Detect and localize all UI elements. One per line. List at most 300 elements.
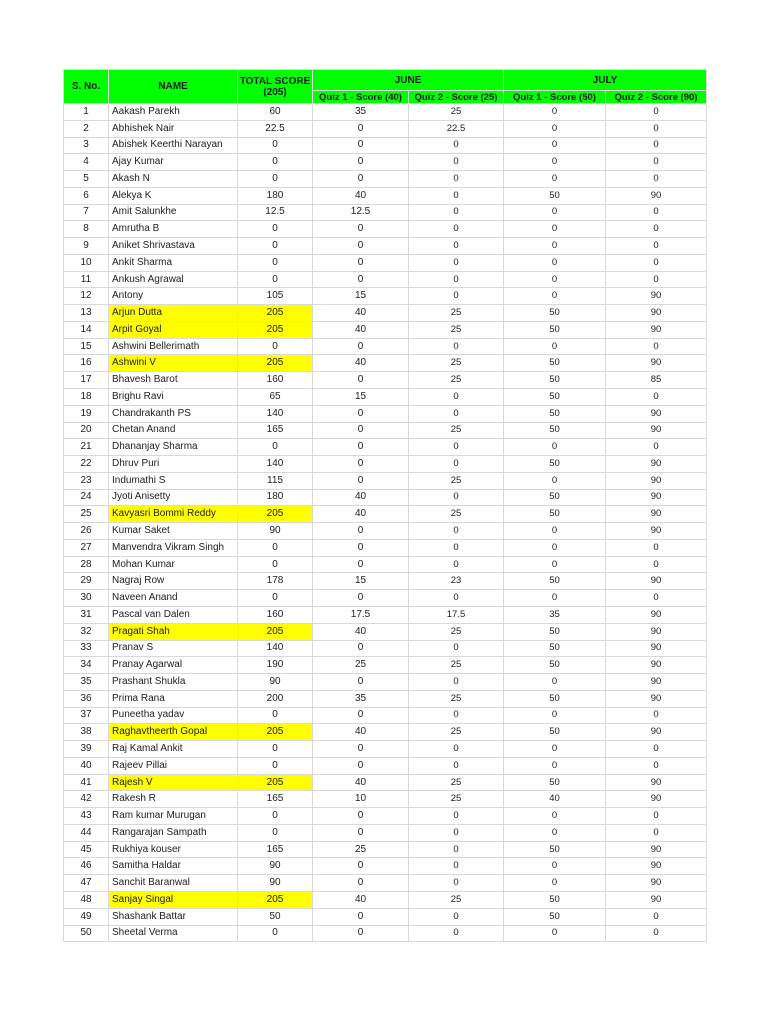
cell-total-score: 205 [238,355,313,372]
cell-july-quiz2: 90 [606,355,707,372]
table-row [64,791,707,808]
table-row [64,523,707,540]
header-total-score: TOTAL SCORE (205) [238,70,313,104]
cell-july-quiz1: 0 [504,757,606,774]
cell-name: Naveen Anand [109,590,238,607]
cell-july-quiz1: 50 [504,573,606,590]
cell-june-quiz2: 0 [409,523,504,540]
table-row [64,204,707,221]
cell-sno: 8 [64,221,109,238]
cell-june-quiz2: 0 [409,824,504,841]
table-row [64,221,707,238]
table-row [64,104,707,121]
cell-name: Brighu Ravi [109,389,238,406]
table-row [64,372,707,389]
table-row [64,606,707,623]
cell-june-quiz1: 0 [313,590,409,607]
header-july-quiz1: Quiz 1 - Score (50) [504,91,606,104]
cell-total-score: 160 [238,372,313,389]
cell-sno: 27 [64,539,109,556]
cell-july-quiz2: 90 [606,875,707,892]
table-row [64,707,707,724]
cell-sno: 46 [64,858,109,875]
cell-july-quiz2: 0 [606,154,707,171]
table-row [64,271,707,288]
cell-name: Ankit Sharma [109,254,238,271]
cell-july-quiz2: 90 [606,674,707,691]
cell-june-quiz1: 40 [313,187,409,204]
cell-june-quiz1: 0 [313,154,409,171]
cell-total-score: 180 [238,187,313,204]
table-row [64,506,707,523]
cell-total-score: 0 [238,254,313,271]
cell-total-score: 50 [238,908,313,925]
cell-sno: 37 [64,707,109,724]
cell-june-quiz1: 0 [313,875,409,892]
cell-total-score: 205 [238,774,313,791]
cell-sno: 17 [64,372,109,389]
cell-sno: 30 [64,590,109,607]
cell-july-quiz1: 0 [504,154,606,171]
cell-total-score: 0 [238,154,313,171]
cell-june-quiz2: 25 [409,891,504,908]
table-row [64,422,707,439]
cell-july-quiz2: 90 [606,690,707,707]
cell-name: Amrutha B [109,221,238,238]
table-row [64,305,707,322]
cell-june-quiz2: 0 [409,556,504,573]
cell-total-score: 22.5 [238,120,313,137]
cell-name: Amit Salunkhe [109,204,238,221]
cell-total-score: 165 [238,422,313,439]
cell-june-quiz2: 25 [409,472,504,489]
cell-sno: 16 [64,355,109,372]
cell-july-quiz2: 90 [606,321,707,338]
table-row [64,405,707,422]
header-june: JUNE [313,70,504,91]
cell-sno: 48 [64,891,109,908]
table-row [64,640,707,657]
cell-june-quiz2: 25 [409,623,504,640]
cell-june-quiz1: 0 [313,824,409,841]
cell-july-quiz1: 50 [504,640,606,657]
cell-total-score: 0 [238,590,313,607]
cell-name: Pascal van Dalen [109,606,238,623]
cell-july-quiz2: 90 [606,422,707,439]
cell-july-quiz1: 35 [504,606,606,623]
cell-june-quiz2: 0 [409,271,504,288]
cell-name: Pranav S [109,640,238,657]
table-row [64,539,707,556]
cell-july-quiz2: 90 [606,472,707,489]
cell-sno: 28 [64,556,109,573]
cell-july-quiz1: 0 [504,590,606,607]
cell-june-quiz2: 25 [409,372,504,389]
cell-june-quiz1: 25 [313,841,409,858]
cell-sno: 2 [64,120,109,137]
header-june-quiz1: Quiz 1 - Score (40) [313,91,409,104]
cell-sno: 11 [64,271,109,288]
cell-june-quiz1: 10 [313,791,409,808]
cell-sno: 10 [64,254,109,271]
cell-sno: 22 [64,456,109,473]
cell-sno: 7 [64,204,109,221]
cell-july-quiz1: 40 [504,791,606,808]
cell-total-score: 0 [238,741,313,758]
cell-june-quiz2: 0 [409,288,504,305]
cell-total-score: 90 [238,858,313,875]
cell-july-quiz1: 0 [504,254,606,271]
cell-june-quiz2: 17.5 [409,606,504,623]
cell-sno: 20 [64,422,109,439]
cell-june-quiz2: 0 [409,489,504,506]
cell-name: Manvendra Vikram Singh [109,539,238,556]
table-row [64,590,707,607]
cell-june-quiz2: 25 [409,506,504,523]
cell-name: Rajesh V [109,774,238,791]
table-row [64,741,707,758]
cell-name: Chandrakanth PS [109,405,238,422]
cell-name: Pranay Agarwal [109,657,238,674]
cell-july-quiz1: 50 [504,774,606,791]
cell-july-quiz1: 0 [504,539,606,556]
cell-name: Ankush Agrawal [109,271,238,288]
table-row [64,288,707,305]
cell-june-quiz1: 0 [313,238,409,255]
cell-july-quiz2: 0 [606,590,707,607]
cell-june-quiz1: 0 [313,137,409,154]
cell-sno: 40 [64,757,109,774]
cell-total-score: 140 [238,405,313,422]
cell-june-quiz1: 0 [313,707,409,724]
cell-name: Akash N [109,171,238,188]
cell-total-score: 115 [238,472,313,489]
cell-name: Dhananjay Sharma [109,439,238,456]
cell-june-quiz1: 0 [313,640,409,657]
cell-sno: 38 [64,724,109,741]
cell-sno: 1 [64,104,109,121]
cell-total-score: 140 [238,456,313,473]
cell-july-quiz2: 90 [606,640,707,657]
cell-july-quiz1: 50 [504,355,606,372]
score-table [63,69,707,942]
table-row [64,238,707,255]
cell-sno: 41 [64,774,109,791]
cell-june-quiz2: 0 [409,875,504,892]
cell-june-quiz2: 0 [409,841,504,858]
cell-july-quiz1: 0 [504,238,606,255]
cell-june-quiz1: 0 [313,372,409,389]
cell-july-quiz2: 0 [606,137,707,154]
cell-june-quiz1: 40 [313,774,409,791]
cell-july-quiz2: 0 [606,908,707,925]
cell-june-quiz2: 0 [409,456,504,473]
cell-sno: 18 [64,389,109,406]
cell-july-quiz2: 0 [606,271,707,288]
cell-july-quiz1: 0 [504,824,606,841]
table-row [64,556,707,573]
cell-sno: 24 [64,489,109,506]
cell-june-quiz2: 22.5 [409,120,504,137]
cell-june-quiz2: 0 [409,858,504,875]
cell-june-quiz2: 0 [409,925,504,942]
cell-name: Jyoti Anisetty [109,489,238,506]
cell-july-quiz1: 50 [504,506,606,523]
cell-total-score: 0 [238,707,313,724]
cell-july-quiz2: 0 [606,439,707,456]
cell-name: Sanjay Singal [109,891,238,908]
cell-june-quiz2: 0 [409,137,504,154]
cell-july-quiz1: 50 [504,305,606,322]
cell-july-quiz2: 0 [606,757,707,774]
cell-july-quiz2: 90 [606,791,707,808]
cell-july-quiz2: 90 [606,523,707,540]
cell-june-quiz1: 0 [313,472,409,489]
table-row [64,690,707,707]
cell-june-quiz2: 0 [409,204,504,221]
cell-july-quiz1: 50 [504,372,606,389]
cell-july-quiz1: 0 [504,674,606,691]
cell-june-quiz2: 25 [409,657,504,674]
table-row [64,908,707,925]
cell-sno: 43 [64,808,109,825]
cell-july-quiz2: 0 [606,741,707,758]
cell-june-quiz1: 40 [313,623,409,640]
cell-june-quiz2: 0 [409,757,504,774]
cell-june-quiz2: 25 [409,355,504,372]
cell-sno: 50 [64,925,109,942]
cell-total-score: 0 [238,539,313,556]
cell-june-quiz1: 0 [313,741,409,758]
cell-sno: 21 [64,439,109,456]
cell-name: Ashwini V [109,355,238,372]
cell-name: Arpit Goyal [109,321,238,338]
cell-july-quiz1: 50 [504,724,606,741]
cell-july-quiz1: 0 [504,523,606,540]
cell-july-quiz2: 90 [606,187,707,204]
cell-june-quiz1: 0 [313,439,409,456]
cell-june-quiz2: 0 [409,154,504,171]
cell-sno: 34 [64,657,109,674]
table-body [64,104,707,942]
cell-july-quiz2: 0 [606,171,707,188]
cell-sno: 47 [64,875,109,892]
cell-july-quiz1: 0 [504,171,606,188]
cell-july-quiz2: 0 [606,556,707,573]
cell-name: Raj Kamal Ankit [109,741,238,758]
cell-june-quiz2: 0 [409,238,504,255]
cell-june-quiz2: 0 [409,707,504,724]
cell-june-quiz1: 12.5 [313,204,409,221]
cell-june-quiz1: 0 [313,422,409,439]
cell-july-quiz1: 50 [504,623,606,640]
cell-july-quiz1: 0 [504,221,606,238]
cell-june-quiz1: 40 [313,305,409,322]
cell-july-quiz2: 90 [606,489,707,506]
cell-june-quiz1: 0 [313,539,409,556]
cell-june-quiz1: 0 [313,254,409,271]
cell-total-score: 0 [238,171,313,188]
cell-name: Nagraj Row [109,573,238,590]
cell-total-score: 205 [238,724,313,741]
cell-june-quiz2: 25 [409,774,504,791]
cell-total-score: 0 [238,338,313,355]
cell-sno: 5 [64,171,109,188]
cell-total-score: 12.5 [238,204,313,221]
cell-sno: 33 [64,640,109,657]
cell-june-quiz2: 25 [409,791,504,808]
cell-sno: 6 [64,187,109,204]
cell-sno: 36 [64,690,109,707]
cell-june-quiz2: 0 [409,187,504,204]
cell-total-score: 0 [238,757,313,774]
cell-name: Raghavtheerth Gopal [109,724,238,741]
cell-name: Prashant Shukla [109,674,238,691]
cell-total-score: 205 [238,623,313,640]
cell-july-quiz1: 50 [504,422,606,439]
cell-total-score: 0 [238,824,313,841]
cell-july-quiz2: 0 [606,338,707,355]
cell-july-quiz1: 0 [504,104,606,121]
cell-july-quiz1: 0 [504,472,606,489]
cell-july-quiz1: 0 [504,858,606,875]
cell-total-score: 0 [238,221,313,238]
cell-name: Kumar Saket [109,523,238,540]
cell-june-quiz1: 0 [313,674,409,691]
cell-total-score: 200 [238,690,313,707]
table-row [64,657,707,674]
table-row [64,171,707,188]
table-row [64,925,707,942]
cell-total-score: 90 [238,875,313,892]
cell-june-quiz1: 25 [313,657,409,674]
table-row [64,137,707,154]
table-row [64,355,707,372]
cell-sno: 26 [64,523,109,540]
cell-total-score: 165 [238,841,313,858]
cell-june-quiz2: 0 [409,439,504,456]
table-row [64,254,707,271]
cell-name: Dhruv Puri [109,456,238,473]
cell-july-quiz1: 0 [504,288,606,305]
cell-june-quiz1: 0 [313,808,409,825]
cell-june-quiz2: 0 [409,254,504,271]
cell-june-quiz1: 0 [313,221,409,238]
cell-july-quiz2: 90 [606,623,707,640]
cell-july-quiz2: 90 [606,606,707,623]
cell-sno: 39 [64,741,109,758]
cell-june-quiz1: 0 [313,908,409,925]
cell-july-quiz1: 50 [504,187,606,204]
table-row [64,489,707,506]
cell-july-quiz1: 0 [504,556,606,573]
cell-june-quiz2: 25 [409,422,504,439]
cell-july-quiz2: 90 [606,724,707,741]
cell-june-quiz2: 0 [409,590,504,607]
cell-sno: 29 [64,573,109,590]
cell-june-quiz1: 35 [313,104,409,121]
cell-july-quiz1: 50 [504,456,606,473]
cell-name: Bhavesh Barot [109,372,238,389]
cell-june-quiz1: 40 [313,891,409,908]
cell-sno: 13 [64,305,109,322]
cell-july-quiz2: 0 [606,204,707,221]
cell-sno: 4 [64,154,109,171]
cell-july-quiz2: 90 [606,573,707,590]
cell-name: Chetan Anand [109,422,238,439]
cell-total-score: 205 [238,305,313,322]
cell-july-quiz1: 0 [504,808,606,825]
table-row [64,774,707,791]
cell-july-quiz2: 0 [606,539,707,556]
cell-july-quiz2: 90 [606,456,707,473]
cell-june-quiz1: 0 [313,556,409,573]
cell-july-quiz1: 50 [504,690,606,707]
cell-june-quiz2: 0 [409,539,504,556]
cell-total-score: 0 [238,808,313,825]
cell-july-quiz2: 90 [606,657,707,674]
table-row [64,439,707,456]
cell-name: Mohan Kumar [109,556,238,573]
cell-total-score: 190 [238,657,313,674]
cell-sno: 19 [64,405,109,422]
cell-sno: 42 [64,791,109,808]
cell-july-quiz1: 0 [504,741,606,758]
cell-sno: 12 [64,288,109,305]
cell-july-quiz1: 0 [504,137,606,154]
cell-total-score: 60 [238,104,313,121]
cell-name: Rangarajan Sampath [109,824,238,841]
cell-june-quiz1: 0 [313,338,409,355]
cell-july-quiz2: 0 [606,254,707,271]
cell-total-score: 65 [238,389,313,406]
cell-total-score: 0 [238,439,313,456]
cell-total-score: 160 [238,606,313,623]
cell-june-quiz1: 0 [313,456,409,473]
table-row [64,623,707,640]
cell-june-quiz2: 23 [409,573,504,590]
cell-june-quiz2: 0 [409,405,504,422]
cell-june-quiz2: 0 [409,908,504,925]
cell-july-quiz2: 0 [606,824,707,841]
cell-total-score: 0 [238,925,313,942]
cell-name: Rukhiya kouser [109,841,238,858]
table-row [64,472,707,489]
cell-july-quiz1: 0 [504,338,606,355]
cell-june-quiz2: 0 [409,741,504,758]
cell-july-quiz1: 50 [504,389,606,406]
cell-june-quiz1: 0 [313,120,409,137]
cell-june-quiz1: 15 [313,288,409,305]
cell-name: Kavyasri Bommi Reddy [109,506,238,523]
cell-sno: 31 [64,606,109,623]
cell-july-quiz1: 0 [504,204,606,221]
cell-july-quiz1: 0 [504,120,606,137]
cell-june-quiz1: 40 [313,355,409,372]
cell-july-quiz2: 90 [606,506,707,523]
cell-july-quiz2: 0 [606,104,707,121]
header-july-quiz2: Quiz 2 - Score (90) [606,91,707,104]
table-row [64,891,707,908]
cell-june-quiz2: 25 [409,724,504,741]
cell-total-score: 105 [238,288,313,305]
cell-july-quiz1: 50 [504,908,606,925]
cell-july-quiz1: 50 [504,841,606,858]
cell-june-quiz1: 40 [313,321,409,338]
cell-name: Aniket Shrivastava [109,238,238,255]
cell-july-quiz1: 0 [504,271,606,288]
table-row [64,321,707,338]
